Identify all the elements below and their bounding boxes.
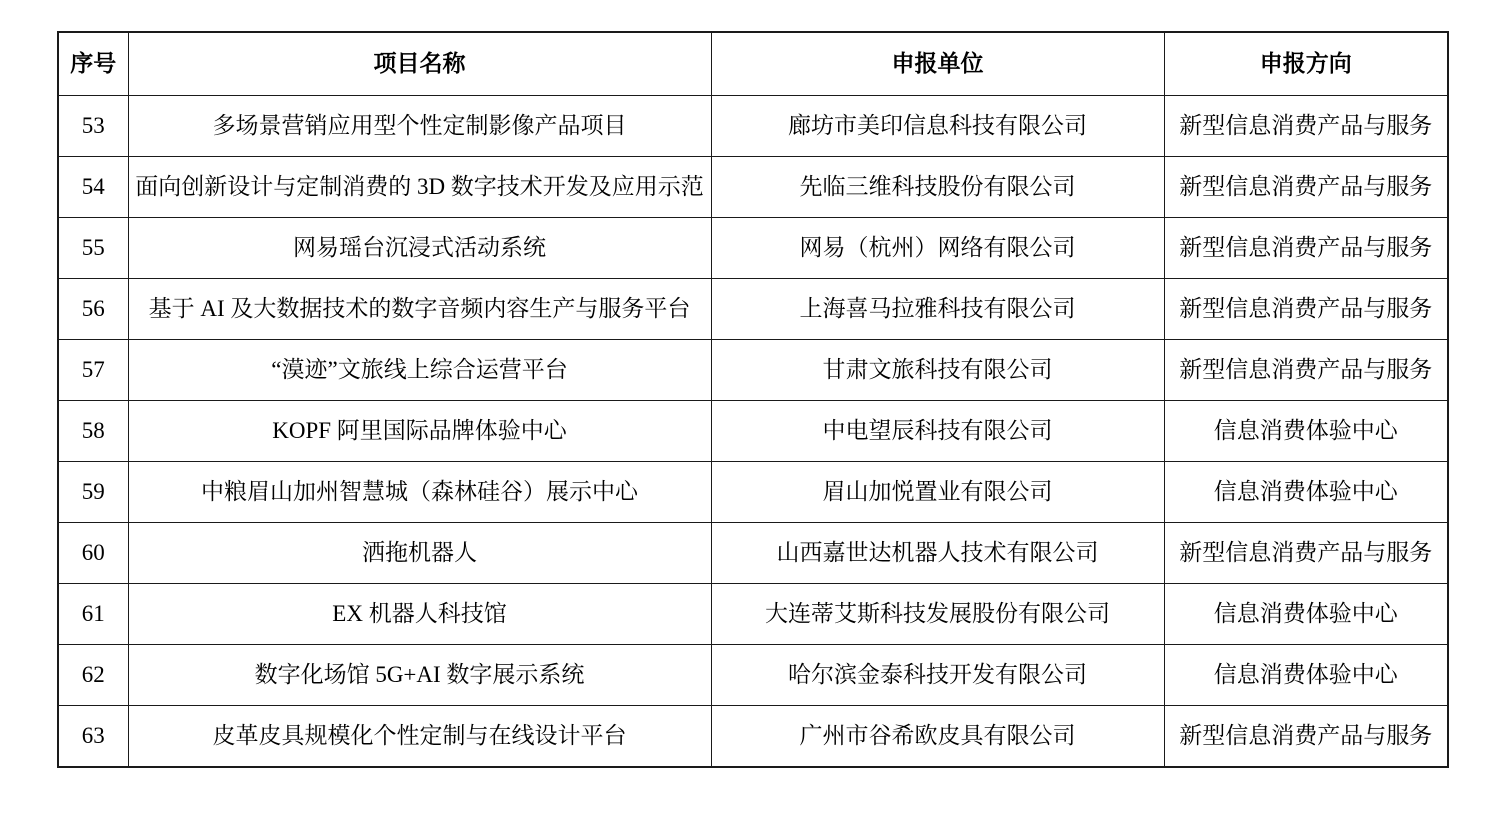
project-name-cell: 多场景营销应用型个性定制影像产品项目 (128, 96, 711, 157)
org-cell: 廊坊市美印信息科技有限公司 (711, 96, 1164, 157)
table-row (58, 340, 1448, 401)
direction-cell: 新型信息消费产品与服务 (1164, 523, 1448, 584)
project-name-cell: 数字化场馆 5G+AI 数字展示系统 (128, 645, 711, 706)
org-cell: 先临三维科技股份有限公司 (711, 157, 1164, 218)
direction-cell: 新型信息消费产品与服务 (1164, 157, 1448, 218)
table-row (58, 706, 1448, 768)
project-name-cell: “漠迹”文旅线上综合运营平台 (128, 340, 711, 401)
row-number-cell: 57 (58, 340, 128, 401)
project-name-cell: EX 机器人科技馆 (128, 584, 711, 645)
header-cell-direction: 申报方向 (1164, 32, 1448, 96)
org-cell: 中电望辰科技有限公司 (711, 401, 1164, 462)
direction-cell: 信息消费体验中心 (1164, 401, 1448, 462)
table-row (58, 523, 1448, 584)
project-name-cell: 基于 AI 及大数据技术的数字音频内容生产与服务平台 (128, 279, 711, 340)
project-name-cell: 面向创新设计与定制消费的 3D 数字技术开发及应用示范 (128, 157, 711, 218)
table-row (58, 645, 1448, 706)
row-number-cell: 59 (58, 462, 128, 523)
header-cell-org: 申报单位 (711, 32, 1164, 96)
row-number-cell: 62 (58, 645, 128, 706)
direction-cell: 信息消费体验中心 (1164, 462, 1448, 523)
direction-cell: 信息消费体验中心 (1164, 645, 1448, 706)
table-row (58, 584, 1448, 645)
row-number-cell: 58 (58, 401, 128, 462)
org-cell: 哈尔滨金泰科技开发有限公司 (711, 645, 1164, 706)
direction-cell: 信息消费体验中心 (1164, 584, 1448, 645)
header-cell-project: 项目名称 (128, 32, 711, 96)
table-row (58, 462, 1448, 523)
org-cell: 山西嘉世达机器人技术有限公司 (711, 523, 1164, 584)
row-number-cell: 53 (58, 96, 128, 157)
org-cell: 上海喜马拉雅科技有限公司 (711, 279, 1164, 340)
project-name-cell: KOPF 阿里国际品牌体验中心 (128, 401, 711, 462)
direction-cell: 新型信息消费产品与服务 (1164, 96, 1448, 157)
org-cell: 甘肃文旅科技有限公司 (711, 340, 1164, 401)
project-name-cell: 皮革皮具规模化个性定制与在线设计平台 (128, 706, 711, 768)
org-cell: 大连蒂艾斯科技发展股份有限公司 (711, 584, 1164, 645)
header-cell-number: 序号 (58, 32, 128, 96)
org-cell: 广州市谷希欧皮具有限公司 (711, 706, 1164, 768)
org-cell: 网易（杭州）网络有限公司 (711, 218, 1164, 279)
row-number-cell: 54 (58, 157, 128, 218)
table-row (58, 401, 1448, 462)
row-number-cell: 60 (58, 523, 128, 584)
direction-cell: 新型信息消费产品与服务 (1164, 706, 1448, 768)
table-row (58, 279, 1448, 340)
direction-cell: 新型信息消费产品与服务 (1164, 279, 1448, 340)
project-name-cell: 洒拖机器人 (128, 523, 711, 584)
row-number-cell: 55 (58, 218, 128, 279)
table-row (58, 218, 1448, 279)
direction-cell: 新型信息消费产品与服务 (1164, 340, 1448, 401)
row-number-cell: 61 (58, 584, 128, 645)
row-number-cell: 63 (58, 706, 128, 768)
table-body (58, 96, 1448, 768)
projects-table (57, 31, 1449, 768)
direction-cell: 新型信息消费产品与服务 (1164, 218, 1448, 279)
project-name-cell: 中粮眉山加州智慧城（森林硅谷）展示中心 (128, 462, 711, 523)
table-row (58, 96, 1448, 157)
project-name-cell: 网易瑶台沉浸式活动系统 (128, 218, 711, 279)
table-row (58, 157, 1448, 218)
org-cell: 眉山加悦置业有限公司 (711, 462, 1164, 523)
row-number-cell: 56 (58, 279, 128, 340)
table-header-row (58, 32, 1448, 96)
